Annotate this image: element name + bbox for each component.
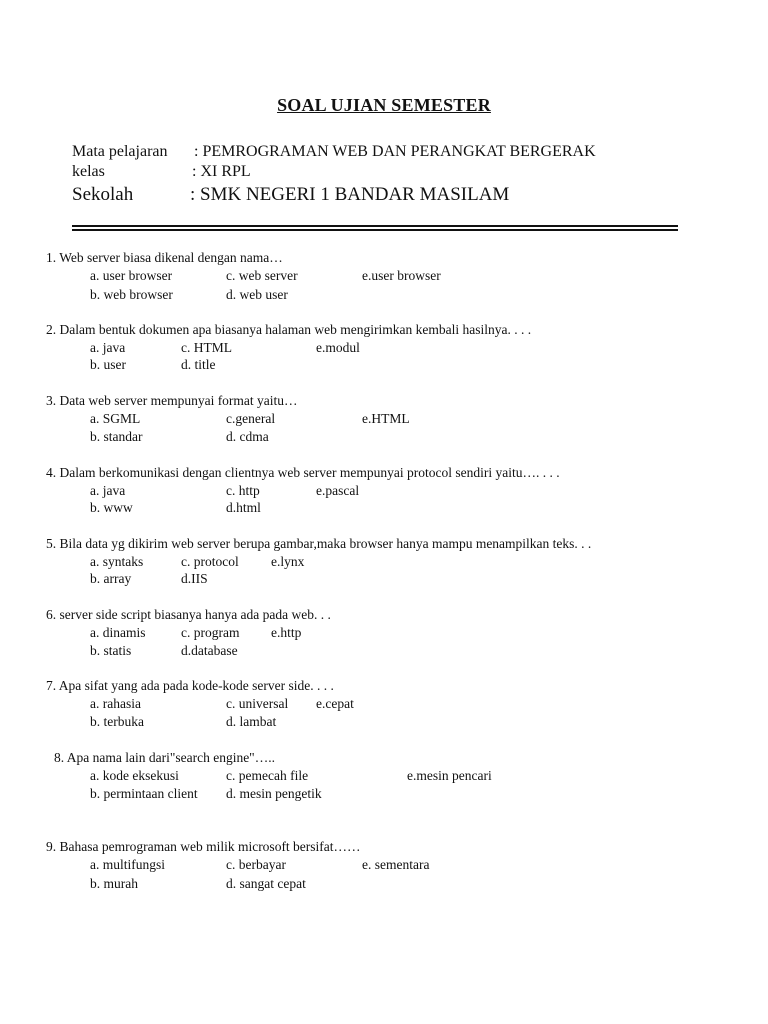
q3-option-d: d. cdma xyxy=(226,429,269,444)
q9-option-b: b. murah xyxy=(90,876,138,891)
q7-option-e: e.cepat xyxy=(316,696,354,711)
q4-option-d: d.html xyxy=(226,500,261,515)
q5-option-b: b. array xyxy=(90,571,132,586)
q3-option-c: c.general xyxy=(226,411,276,426)
school-label: Sekolah xyxy=(72,184,134,205)
q2-option-b: b. user xyxy=(90,357,126,372)
q5-option-d: d.IIS xyxy=(181,571,208,586)
header-divider-top xyxy=(72,225,678,227)
q8-option-e: e.mesin pencari xyxy=(407,768,492,783)
class-value: : XI RPL xyxy=(192,163,251,180)
q6-option-d: d.database xyxy=(181,643,238,658)
q8-option-c: c. pemecah file xyxy=(226,768,309,783)
q8-option-b: b. permintaan client xyxy=(90,786,198,801)
q4-option-a: a. java xyxy=(90,483,126,498)
question-6: 6. server side script biasanya hanya ada pada web. . . xyxy=(46,607,331,622)
class-label: kelas xyxy=(72,163,105,180)
q6-option-e: e.http xyxy=(271,625,302,640)
question-7: 7. Apa sifat yang ada pada kode-kode server side. . . . xyxy=(46,678,334,693)
q5-option-c: c. protocol xyxy=(181,554,239,569)
q7-option-d: d. lambat xyxy=(226,714,277,729)
q1-option-c: c. web server xyxy=(226,268,298,283)
q8-option-d: d. mesin pengetik xyxy=(226,786,322,801)
question-1: 1. Web server biasa dikenal dengan nama… xyxy=(46,250,283,265)
page-title: SOAL UJIAN SEMESTER xyxy=(277,95,491,115)
header-divider-bottom xyxy=(72,229,678,231)
q1-option-d: d. web user xyxy=(226,287,288,302)
question-5: 5. Bila data yg dikirim web server berupa gambar,maka browser hanya mampu menampilkan teks. . . xyxy=(46,536,592,551)
q5-option-e: e.lynx xyxy=(271,554,305,569)
q2-option-d: d. title xyxy=(181,357,216,372)
q4-option-b: b. www xyxy=(90,500,133,515)
question-9: 9. Bahasa pemrograman web milik microsoft bersifat…… xyxy=(46,839,361,854)
q2-option-e: e.modul xyxy=(316,340,360,355)
question-4: 4. Dalam berkomunikasi dengan clientnya web server mempunyai protocol sendiri yaitu…. . . . xyxy=(46,465,560,480)
q7-option-b: b. terbuka xyxy=(90,714,144,729)
q2-option-c: c. HTML xyxy=(181,340,232,355)
q1-option-a: a. user browser xyxy=(90,268,173,283)
subject-value: : PEMROGRAMAN WEB DAN PERANGKAT BERGERAK xyxy=(194,143,596,160)
q7-option-a: a. rahasia xyxy=(90,696,141,711)
q6-option-a: a. dinamis xyxy=(90,625,146,640)
q9-option-a: a. multifungsi xyxy=(90,857,165,872)
q9-option-c: c. berbayar xyxy=(226,857,286,872)
q3-option-e: e.HTML xyxy=(362,411,410,426)
q6-option-b: b. statis xyxy=(90,643,132,658)
question-2: 2. Dalam bentuk dokumen apa biasanya halaman web mengirimkan kembali hasilnya. . . . xyxy=(46,322,532,337)
q5-option-a: a. syntaks xyxy=(90,554,144,569)
class-row xyxy=(72,163,251,181)
q6-option-c: c. program xyxy=(181,625,240,640)
q1-option-b: b. web browser xyxy=(90,287,173,302)
q3-option-a: a. SGML xyxy=(90,411,141,426)
question-8: 8. Apa nama lain dari"search engine"….. xyxy=(54,750,275,765)
school-value: : SMK NEGERI 1 BANDAR MASILAM xyxy=(190,184,510,205)
q3-option-b: b. standar xyxy=(90,429,143,444)
q4-option-e: e.pascal xyxy=(316,483,360,498)
q4-option-c: c. http xyxy=(226,483,260,498)
q2-option-a: a. java xyxy=(90,340,126,355)
q7-option-c: c. universal xyxy=(226,696,289,711)
q9-option-e: e. sementara xyxy=(362,857,430,872)
school-row xyxy=(72,184,510,206)
q9-option-d: d. sangat cepat xyxy=(226,876,306,891)
q8-option-a: a. kode eksekusi xyxy=(90,768,179,783)
q1-option-e: e.user browser xyxy=(362,268,441,283)
subject-label: Mata pelajaran xyxy=(72,143,168,160)
question-3: 3. Data web server mempunyai format yaitu… xyxy=(46,393,298,408)
subject-row xyxy=(72,143,596,161)
